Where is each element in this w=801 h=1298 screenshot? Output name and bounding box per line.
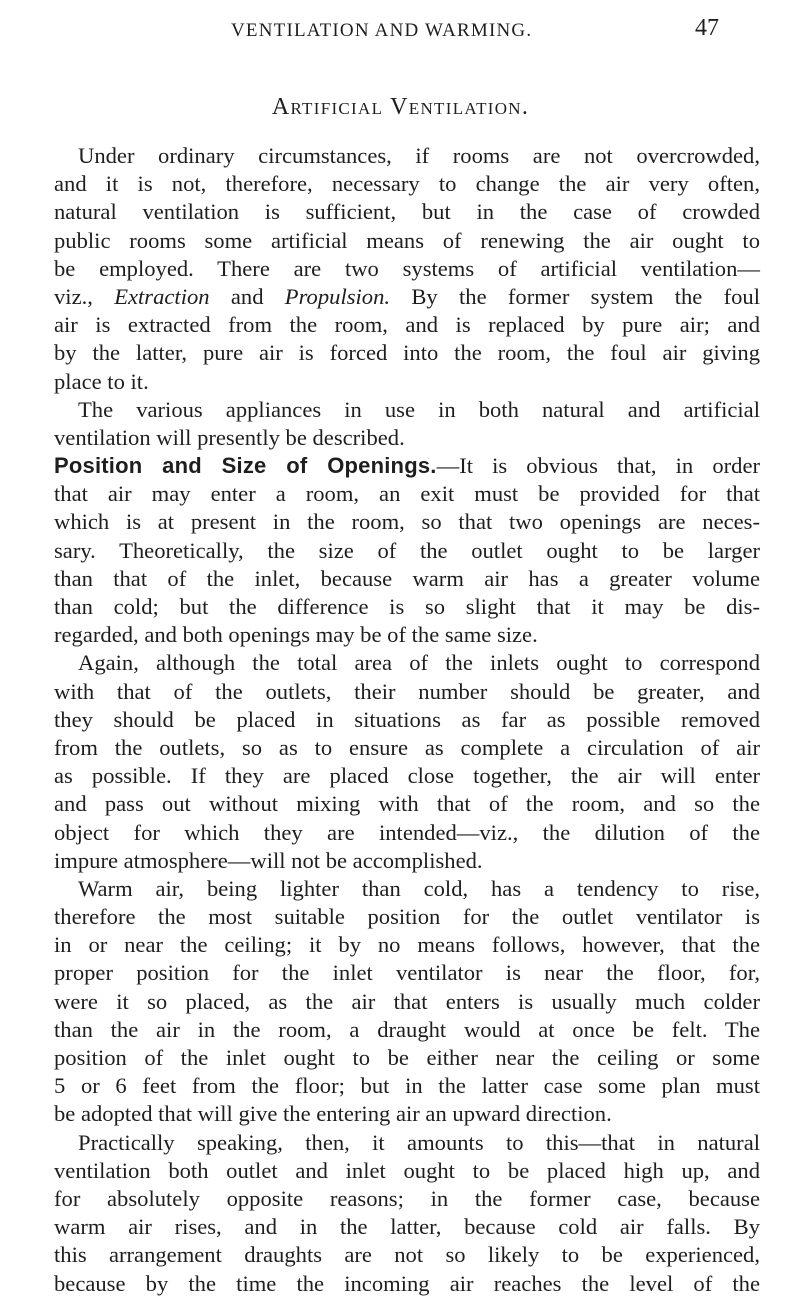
text-line: impure atmosphere—will not be accomplished. (54, 847, 483, 873)
text-line: public rooms some artificial means of renewing the air ought to (54, 227, 760, 253)
text-line: viz., Extraction and Propulsion. By the former system the foul (54, 283, 761, 309)
text-line: ventilation will presently be described. (54, 424, 405, 450)
text-line: Warm air, being lighter than cold, has a tendency to rise, (78, 875, 760, 901)
text-line: be adopted that will give the entering air an upward direction. (54, 1101, 612, 1127)
italic-term: Extraction (114, 283, 210, 309)
text-line: this arrangement draughts are not so likely to be experienced, (54, 1242, 760, 1268)
page-number: 47 (695, 15, 719, 41)
text-line: which is at present in the room, so that two openings are neces- (54, 509, 760, 535)
text-line: than that of the inlet, because warm air has a greater volume (54, 565, 760, 591)
body-text (54, 142, 760, 1298)
text-line: be employed. There are two systems of artificial ventilation— (54, 255, 760, 281)
text-line: proper position for the inlet ventilator is near the floor, for, (54, 960, 760, 986)
text-line: The various appliances in use in both natural and artificial (78, 396, 760, 422)
text-line: than the air in the room, a draught would at once be felt. The (54, 1016, 760, 1042)
text-line: therefore the most suitable position for the outlet ventilator is (54, 904, 760, 930)
italic-term: Propulsion. (284, 283, 391, 309)
text-line: ventilation both outlet and inlet ought to be placed high up, and (54, 1157, 760, 1183)
text-line: Again, although the total area of the inlets ought to correspond (78, 650, 760, 676)
text-line: and pass out without mixing with that of the room, and so the (54, 791, 760, 817)
text-line: because by the time the incoming air reaches the level of the (54, 1270, 760, 1296)
running-head: VENTILATION AND WARMING. (231, 20, 533, 41)
text-line: air is extracted from the room, and is replaced by pure air; and (54, 312, 760, 338)
text-line: they should be placed in situations as far as possible removed (54, 706, 760, 732)
text-line: as possible. If they are placed close together, the air will enter (54, 763, 760, 789)
text-line: and it is not, therefore, necessary to change the air very often, (54, 171, 760, 197)
text-line: place to it. (54, 368, 149, 394)
text-line: object for which they are intended—viz., the dilution of the (54, 819, 760, 845)
text-line: were it so placed, as the air that enters is usually much colder (54, 988, 760, 1014)
text-line: in or near the ceiling; it by no means follows, however, that the (54, 932, 760, 958)
text-line: that air may enter a room, an exit must be provided for that (54, 481, 760, 507)
text-line: sary. Theoretically, the size of the outlet ought to be larger (54, 537, 760, 563)
text-line: position of the inlet ought to be either near the ceiling or some (54, 1045, 760, 1070)
text-line: from the outlets, so as to ensure as complete a circulation of air (54, 734, 760, 760)
text-line: with that of the outlets, their number should be greater, and (54, 678, 760, 704)
text-line: for absolutely opposite reasons; in the former case, because (54, 1185, 760, 1211)
section-title: Artificial Ventilation. (271, 94, 530, 120)
subsection-heading: Position and Size of Openings. (54, 453, 437, 479)
text-line: Position and Size of Openings.—It is obvious that, in order (54, 453, 760, 479)
text-line: Under ordinary circumstances, if rooms are not overcrowded, (78, 143, 760, 168)
text-line: natural ventilation is sufficient, but in the case of crowded (54, 199, 760, 225)
text-line: by the latter, pure air is forced into the room, the foul air giving (54, 340, 760, 366)
text-line: warm air rises, and in the latter, because cold air falls. By (54, 1214, 760, 1240)
text-line: Practically speaking, then, it amounts to this—that in natural (78, 1129, 760, 1155)
text-line: regarded, and both openings may be of the same size. (54, 622, 538, 648)
text-line: 5 or 6 feet from the floor; but in the latter case some plan must (54, 1073, 760, 1099)
text-line: than cold; but the difference is so slight that it may be dis- (54, 594, 760, 619)
